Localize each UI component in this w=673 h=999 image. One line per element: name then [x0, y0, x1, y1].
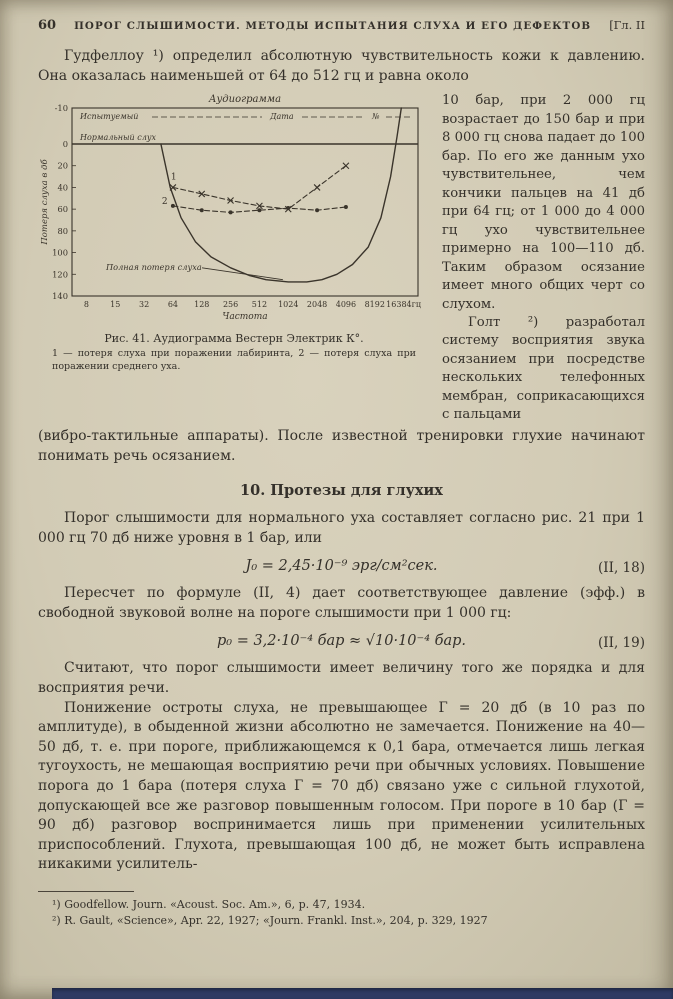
section-heading: 10. Протезы для глухих: [240, 482, 443, 500]
svg-text:1024: 1024: [278, 300, 299, 310]
formula-1-number: (II, 18): [598, 560, 645, 577]
svg-text:Аудиограмма: Аудиограмма: [208, 94, 282, 106]
svg-text:Полная потеря слуха: Полная потеря слуха: [106, 262, 202, 273]
figure-text-row: [38, 92, 645, 425]
svg-text:16384гц: 16384гц: [386, 300, 421, 310]
svg-text:Нормальный слух: Нормальный слух: [80, 133, 156, 143]
footnote-1: ¹) Goodfellow. Journ. «Acoust. Soc. Am.», 6, p. 47, 1934.: [52, 898, 366, 911]
svg-text:80: 80: [57, 226, 68, 237]
formula-2-number: (II, 19): [598, 635, 645, 652]
right-paragraph-2: Голт ²) разработал систему восприятия звука осязанием при посредстве нескольких телефонных мембран, соприкасающихся с пальцами: [442, 315, 645, 423]
right-paragraph-1: 10 бар, при 2 000 гц возрастает до 150 бар и при 8 000 гц снова падает до 100 бар. По его же данным ухо чувствительнее, чем кончики пальцев на 41 дб при 64 гц; от 1 000 до 4 000 гц ухо чувствительнее примерно на 100—110 дб. Таким образом осязание имеет много общих черт со слухом.: [442, 93, 645, 312]
formula-1: [38, 558, 645, 577]
svg-text:0: 0: [62, 139, 68, 150]
svg-text:32: 32: [138, 300, 150, 310]
audiogram-figure: [38, 92, 430, 425]
svg-text:60: 60: [57, 204, 68, 215]
running-head: [38, 18, 645, 33]
svg-text:100: 100: [52, 247, 68, 258]
svg-text:№: №: [372, 112, 380, 122]
footnote-2: ²) R. Gault, «Science», Apr. 22, 1927; «Journ. Frankl. Inst.», 204, p. 329, 1927: [52, 913, 488, 927]
svg-text:2048: 2048: [306, 300, 328, 310]
svg-text:256: 256: [222, 300, 239, 310]
audiogram-chart: [38, 92, 426, 324]
formula-2-body: p₀ = 3,2·10⁻⁴ бар ≈ √10·10⁻⁴ бар.: [216, 633, 466, 650]
svg-text:8: 8: [83, 300, 89, 310]
footnotes: [38, 891, 645, 929]
svg-text:Потеря слуха в дб: Потеря слуха в дб: [40, 159, 50, 245]
svg-text:120: 120: [52, 269, 68, 280]
section-paragraph-3: Считают, что порог слышимости имеет величину того же порядка и для восприятия речи.: [38, 660, 645, 697]
chapter-ref: [Гл. II: [609, 18, 645, 32]
figure-captions: [38, 332, 430, 374]
svg-text:40: 40: [57, 182, 68, 193]
formula-1-body: J₀ = 2,45·10⁻⁹ эрг/см²сек.: [245, 558, 438, 575]
svg-text:20: 20: [57, 160, 68, 171]
page-number: 60: [38, 18, 57, 33]
svg-text:140: 140: [52, 291, 68, 302]
figure-legend: 1 — потеря слуха при поражении лабиринта, 2 — потеря слуха при поражении среднего уха.: [52, 348, 416, 372]
running-head-title: ПОРОГ СЛЫШИМОСТИ. МЕТОДЫ ИСПЫТАНИЯ СЛУХА И ЕГО ДЕФЕКТОВ: [74, 20, 592, 32]
svg-text:2: 2: [161, 197, 168, 208]
scan-edge-bar: [52, 988, 673, 999]
right-column: [442, 92, 645, 425]
svg-text:15: 15: [110, 300, 121, 310]
svg-text:Дата: Дата: [270, 112, 294, 122]
svg-text:4096: 4096: [335, 300, 357, 310]
section-paragraph-1: Порог слышимости для нормального уха составляет согласно рис. 21 при 1 000 гц 70 дб ниже уровня в 1 бар, или: [38, 510, 645, 546]
continuation-paragraph: (вибро-тактильные аппараты). После известной тренировки глухие начинают понимать речь осязанием.: [38, 427, 645, 464]
section-paragraph-2: Пересчет по формуле (II, 4) дает соответствующее давление (эфф.) в свободной звуковой волне на пороге слышимости при 1 000 гц:: [38, 585, 645, 621]
figure-caption: Рис. 41. Аудиограмма Вестерн Электрик К°.: [104, 332, 364, 346]
svg-text:512: 512: [251, 300, 268, 310]
svg-text:-10: -10: [54, 103, 68, 114]
svg-text:Частота: Частота: [222, 312, 268, 323]
formula-2: [38, 633, 645, 652]
svg-text:1: 1: [170, 172, 177, 183]
section-paragraph-4: Понижение остроты слуха, не превышающее Г = 20 дб (в 10 раз по амплитуде), в обыденной жизни абсолютно не замечается. Понижение на 40—50 дб, т. е. при пороге, приближающемся к 0,1 бара, отмечается лишь легкая тугоухость, не мешающая восприятию речи при обычных условиях. Повышение порога до 1 бара (потеря слуха Г = 70 дб) связано уже с сильной глухотой, допускающей все же разговор повышенным голосом. При пороге в 10 бар (Г = 90 дб) разговор воспринимается лишь при применении усилительных приспособлений. Глухота, превышающая 100 дб, не может быть исправлена никакими усилитель-: [38, 699, 645, 873]
svg-text:64: 64: [167, 300, 179, 310]
svg-text:128: 128: [194, 300, 210, 310]
intro-paragraph: Гудфеллоу ¹) определил абсолютную чувствительность кожи к давлению. Она оказалась наименьшей от 64 до 512 гц и равна около: [38, 48, 645, 84]
footnote-separator: [38, 891, 134, 892]
svg-text:8192: 8192: [364, 300, 385, 310]
svg-text:Испытуемый: Испытуемый: [80, 112, 139, 122]
